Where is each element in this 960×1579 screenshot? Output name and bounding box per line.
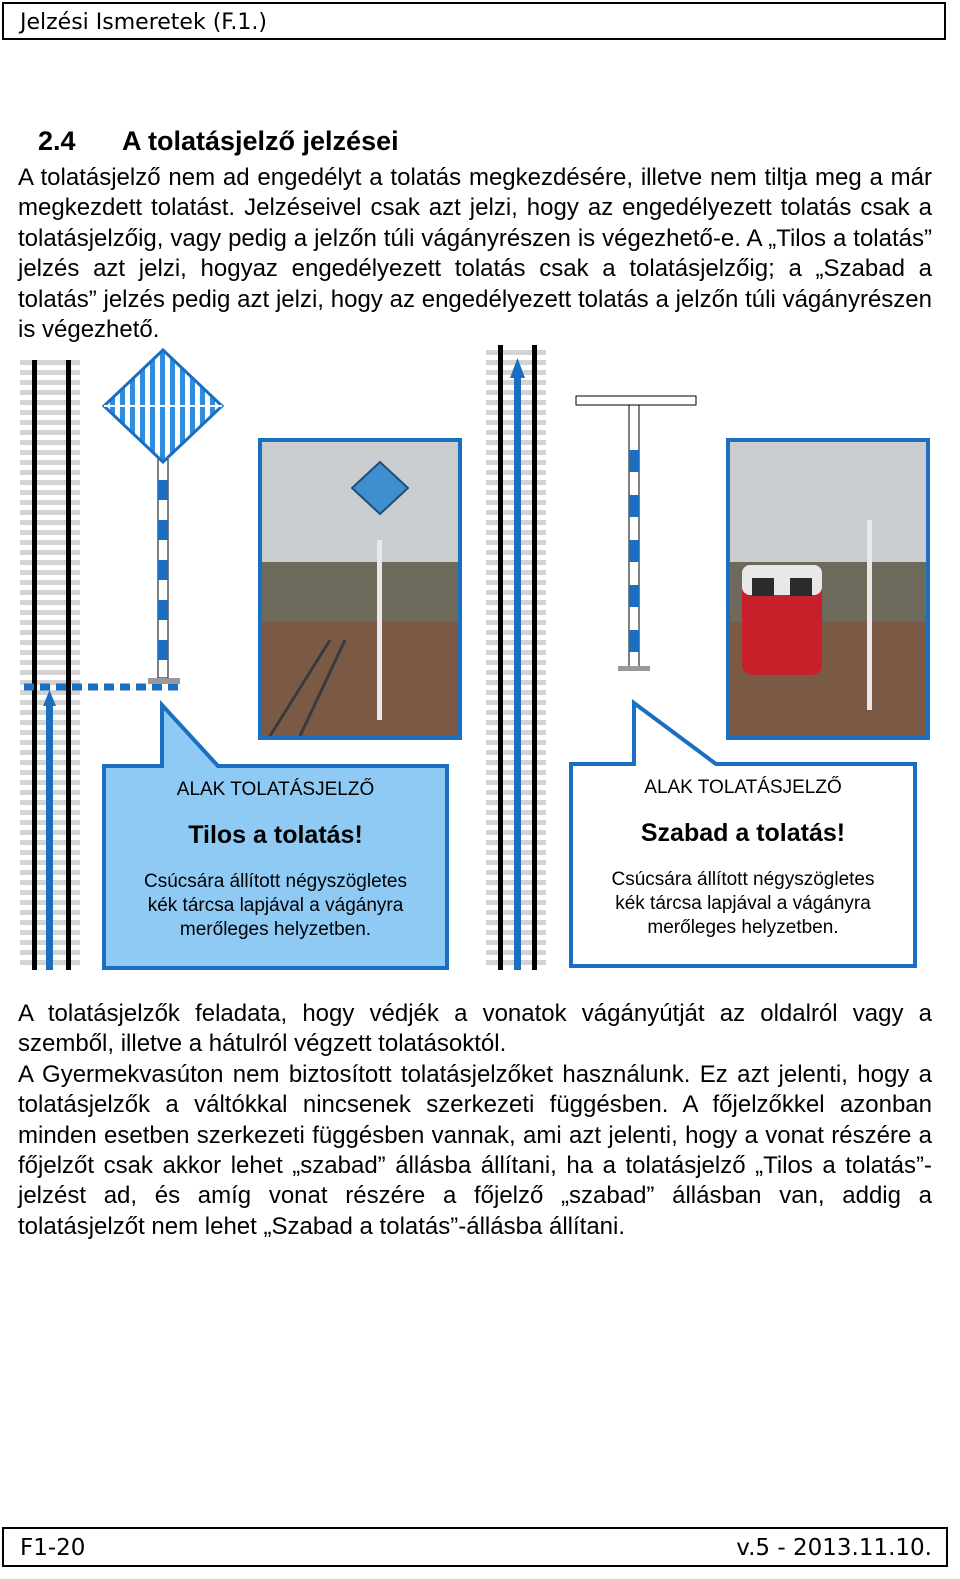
body-paragraph-1: A tolatásjelzők feladata, hogy védjék a vonatok vágányútját az oldalról vagy a szemből, illetve a hátulról végzett tolatásoktól.	[18, 1000, 932, 1058]
callout-szabad-text	[575, 777, 911, 940]
callout-szabad-label: ALAK TOLATÁSJELZŐ	[644, 777, 842, 798]
page-header	[2, 2, 946, 40]
photo-szabad	[728, 440, 928, 738]
callout-szabad-description: Csúcsára állított négyszögletes kék tárcsa lapjával a vágányra merőleges helyzetben.	[611, 869, 875, 938]
body-paragraph-2: A Gyermekvasúton nem biztosított tolatásjelzőket használunk. Ez azt jelenti, hogy a tolatásjelzők a váltókkal nincsenek szerkezeti függésben. A főjelzőkkel azonban minden esetben szerkezeti függésben vannak, ami azt jelenti, hogy a vonat részére a főjelzőt csak akkor lehet „szabad” állásba állítani, ha a tolatásjelző „Tilos a tolatás”-jelzést ad, és amíg vonat részére a főjelző „szabad” állásban van, addig a tolatásjelzőt nem lehet „Szabad a tolatás”-állásba állítani.	[18, 1060, 932, 1240]
intro-paragraph	[18, 163, 932, 345]
section-number: 2.4	[38, 126, 76, 156]
page-footer	[2, 1527, 948, 1567]
footer-version: v.5 - 2013.11.10.	[736, 1535, 932, 1561]
callout-szabad-state: Szabad a tolatás!	[640, 819, 846, 847]
header-title: Jelzési Ismeretek (F.1.)	[20, 10, 267, 35]
section-heading	[38, 126, 399, 157]
callout-tilos-description: Csúcsára állított négyszögletes kék tárcsa lapjával a vágányra merőleges helyzetben.	[144, 871, 407, 940]
tilos-signal	[104, 350, 222, 684]
intro-text: A tolatásjelző nem ad engedélyt a tolatás megkezdésére, illetve nem tiltja meg a már megkezdett tolatást. Jelzéseivel csak azt jelzi, hogy az engedélyezett tolatás csak a tolatásjelzőig, vagy pedig a jelzőn túli vágányrészen is végezhető-e. A „Tilos a tolatás” jelzés azt jelzi, hogyaz engedélyezett tolatás csak a tolatásjelzőig; a „Szabad a tolatás” jelzés pedig azt jelzi, hogy az engedélyezett tolatás a jelzőn túli vágányrészen is végezhető.	[18, 164, 932, 344]
photo-tilos	[260, 440, 460, 738]
section-title: A tolatásjelző jelzései	[122, 126, 399, 156]
middle-track	[486, 345, 546, 970]
body-paragraphs	[18, 999, 932, 1242]
footer-page-number: F1-20	[20, 1535, 86, 1561]
callout-tilos-state: Tilos a tolatás!	[188, 821, 363, 849]
callout-tilos-text	[108, 779, 443, 942]
callout-tilos-label: ALAK TOLATÁSJELZŐ	[176, 779, 375, 800]
szabad-signal	[576, 396, 696, 671]
